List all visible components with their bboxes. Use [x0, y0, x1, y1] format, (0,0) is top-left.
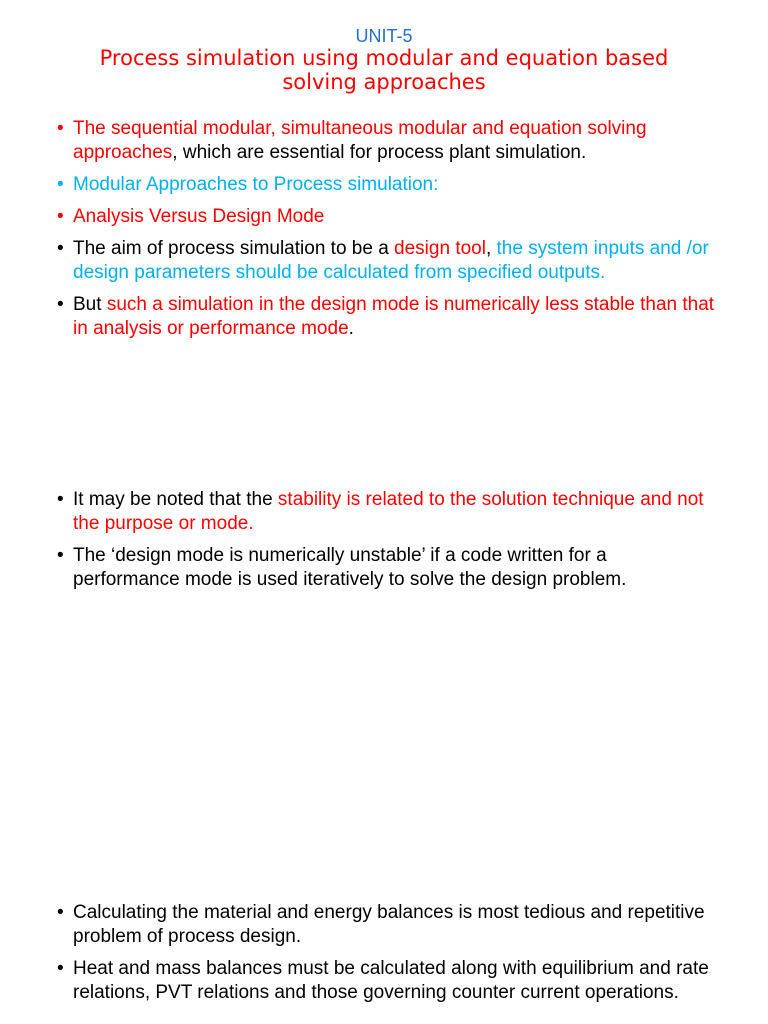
bullet-item [56, 293, 716, 341]
bullet-marker: • [57, 489, 64, 510]
bullet-marker: • [57, 545, 64, 566]
bullet-text-segment: The sequential modular, simultaneous modular and equation solving approaches [73, 118, 647, 163]
bullet-marker: • [57, 294, 64, 315]
bullet-text-segment: such a simulation in the design mode is numerically less stable than that in analysis or performance mode [73, 294, 715, 339]
bullet-text-segment: Modular Approaches to Process simulation: [73, 174, 439, 195]
bullet-item [56, 117, 716, 165]
bullet-text-segment: The aim of process simulation to be a [73, 238, 395, 259]
bullet-item [56, 901, 716, 949]
bullet-text-segment: stability is related to the solution technique and not the purpose or mode. [73, 489, 704, 534]
unit-label: UNIT-5 [355, 26, 413, 46]
bullet-marker: • [57, 206, 64, 227]
bullet-text-segment: Analysis Versus Design Mode [73, 206, 325, 227]
page-title: Process simulation using modular and equation based solving approaches [99, 46, 669, 94]
bullet-item [56, 237, 716, 285]
bullet-text-segment: Calculating the material and energy balances is most tedious and repetitive problem of process design. [73, 902, 705, 947]
bullet-text-segment: the system inputs and /or design parameters should be calculated from specified outputs. [73, 238, 709, 283]
bullet-marker: • [57, 902, 64, 923]
bullet-marker: • [57, 238, 64, 259]
bullet-text-segment: The ‘design mode is numerically unstable’ if a code written for a performance mode is used iteratively to solve the design problem. [73, 545, 627, 590]
bullet-text-segment: , which are essential for process plant simulation. [172, 142, 587, 163]
bullet-text-segment: It may be noted that the [73, 489, 278, 510]
bullet-item [56, 544, 716, 592]
bullet-item [56, 957, 716, 1005]
bullet-text-segment: But [73, 294, 107, 315]
bullet-marker: • [57, 958, 64, 979]
bullet-list-section-a [56, 117, 716, 349]
bullet-text-segment: design tool [394, 238, 486, 259]
bullet-item [56, 205, 716, 229]
bullet-item [56, 173, 716, 197]
bullet-text-segment: Heat and mass balances must be calculated along with equilibrium and rate relations, PVT relations and those governing counter current operations. [73, 958, 709, 1003]
bullet-list-section-c [56, 901, 716, 1013]
bullet-marker: • [57, 118, 64, 139]
bullet-text-segment: , [485, 238, 497, 259]
bullet-item [56, 488, 716, 536]
bullet-list-section-b [56, 488, 716, 600]
bullet-marker: • [57, 174, 64, 195]
bullet-text-segment: . [348, 318, 354, 339]
